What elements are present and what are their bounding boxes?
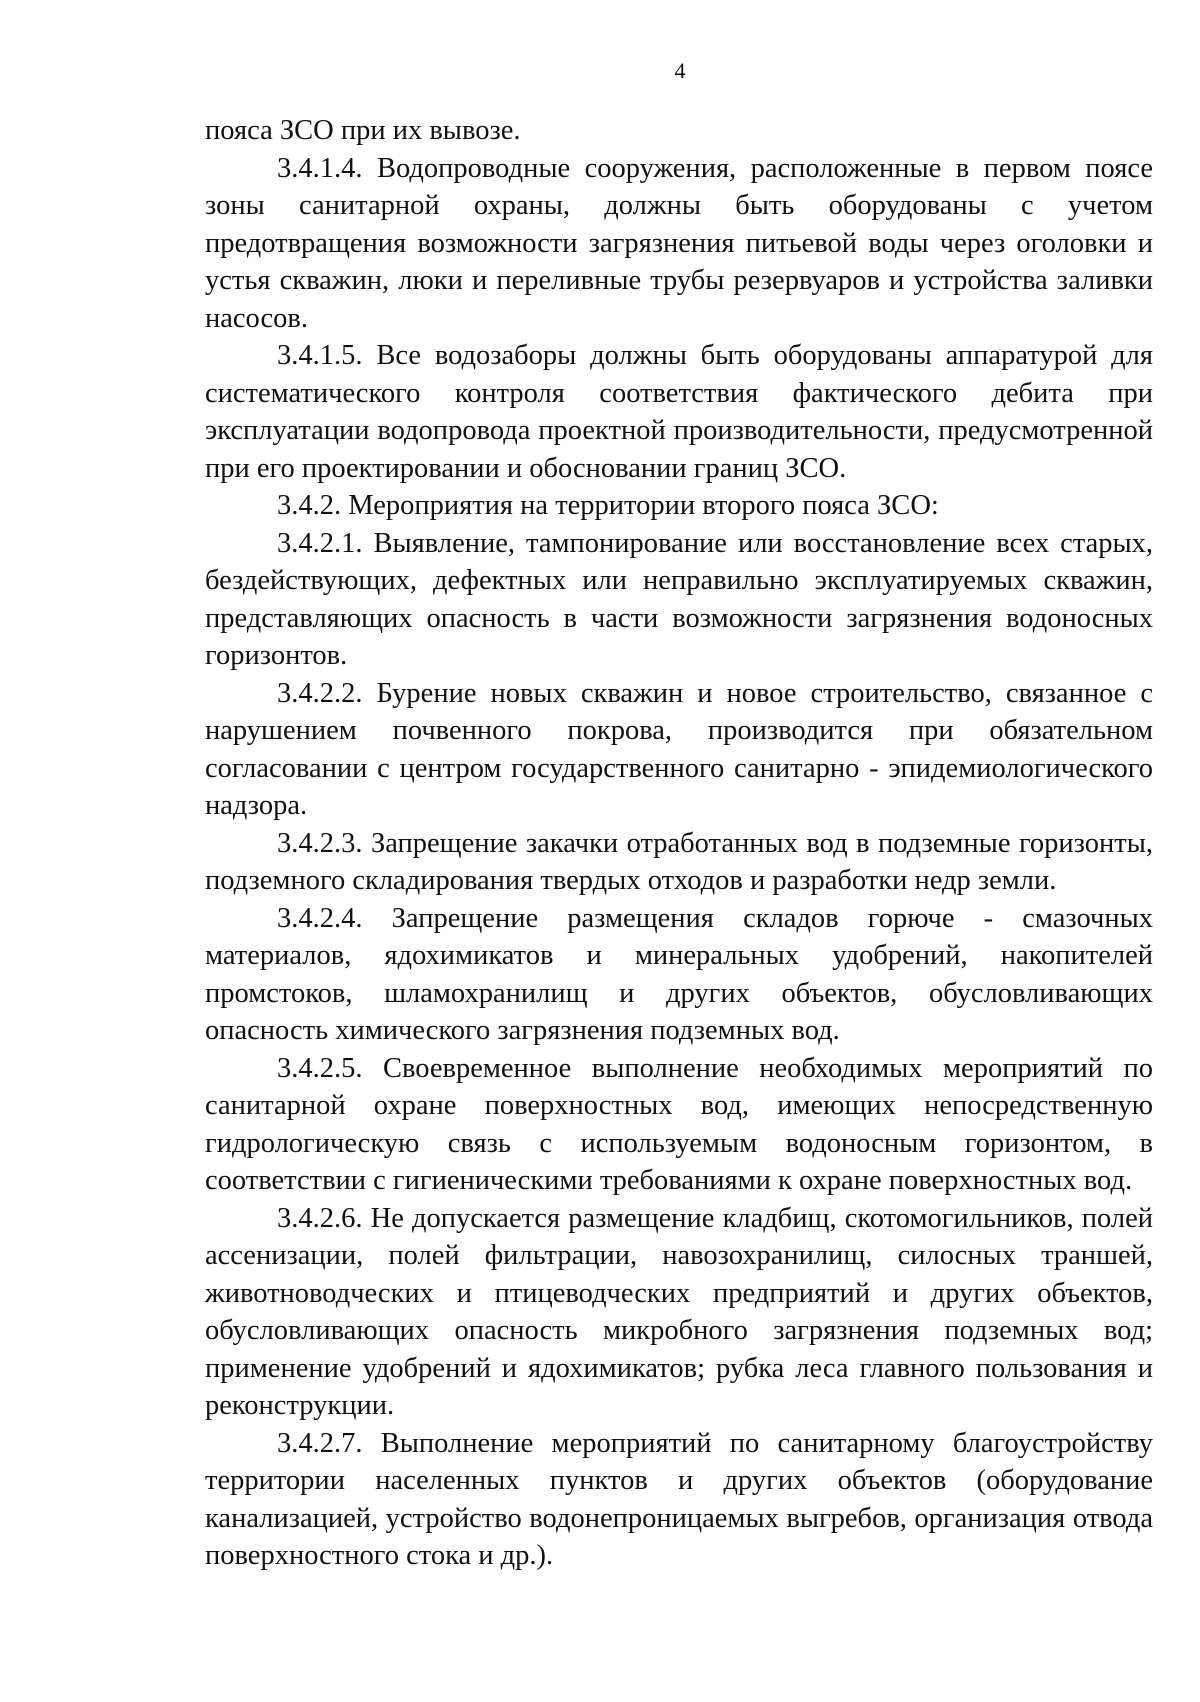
paragraph-3-4-2-2: 3.4.2.2. Бурение новых скважин и новое строительство, связанное с нарушением почвенного покрова, производится при обязательном согласовании с центром государственного санитарно - эпидемиологического надзора.: [205, 677, 1153, 821]
paragraph-3-4-1-5: 3.4.1.5. Все водозаборы должны быть оборудованы аппаратурой для систематического контроля соответствия фактического дебита при эксплуатации водопровода проектной производительности, предусмотренной при его проектировании и обосновании границ ЗСО.: [205, 340, 1153, 484]
paragraph-3-4-2-5: 3.4.2.5. Своевременное выполнение необходимых мероприятий по санитарной охране поверхностных вод, имеющих непосредственную гидрологическую связь с используемым водоносным горизонтом, в соответствии с гигиеническими требованиями к охране поверхностных вод.: [205, 1052, 1153, 1196]
page-number: 4: [674, 58, 686, 83]
paragraph-3-4-2-4: 3.4.2.4. Запрещение размещения складов горюче - смазочных материалов, ядохимикатов и минеральных удобрений, накопителей промстоков, шламохранилищ и других объектов, обусловливающих опасность химического загрязнения подземных вод.: [205, 902, 1153, 1046]
paragraph-continuation: пояса ЗСО при их вывозе.: [205, 115, 521, 146]
paragraph-3-4-2-3: 3.4.2.3. Запрещение закачки отработанных вод в подземные горизонты, подземного складирования твердых отходов и разработки недр земли.: [205, 827, 1153, 896]
section-heading-3-4-2: 3.4.2. Мероприятия на территории второго пояса ЗСО:: [277, 490, 939, 521]
paragraph-3-4-2-7: 3.4.2.7. Выполнение мероприятий по санитарному благоустройству территории населенных пунктов и других объектов (оборудование канализацией, устройство водонепроницаемых выгребов, организация отвода поверхностного стока и др.).: [205, 1427, 1153, 1571]
paragraph-3-4-1-4: 3.4.1.4. Водопроводные сооружения, расположенные в первом поясе зоны санитарной охраны, должны быть оборудованы с учетом предотвращения возможности загрязнения питьевой воды через оголовки и устья скважин, люки и переливные трубы резервуаров и устройства заливки насосов.: [205, 152, 1153, 334]
document-body: [205, 112, 1153, 1575]
paragraph-3-4-2-1: 3.4.2.1. Выявление, тампонирование или восстановление всех старых, бездействующих, дефектных или неправильно эксплуатируемых скважин, представляющих опасность в части возможности загрязнения водоносных горизонтов.: [205, 527, 1153, 671]
paragraph-3-4-2-6: 3.4.2.6. Не допускается размещение кладбищ, скотомогильников, полей ассенизации, полей фильтрации, навозохранилищ, силосных траншей, животноводческих и птицеводческих предприятий и других объектов, обусловливающих опасность микробного загрязнения подземных вод; применение удобрений и ядохимикатов; рубка леса главного пользования и реконструкции.: [205, 1202, 1153, 1421]
